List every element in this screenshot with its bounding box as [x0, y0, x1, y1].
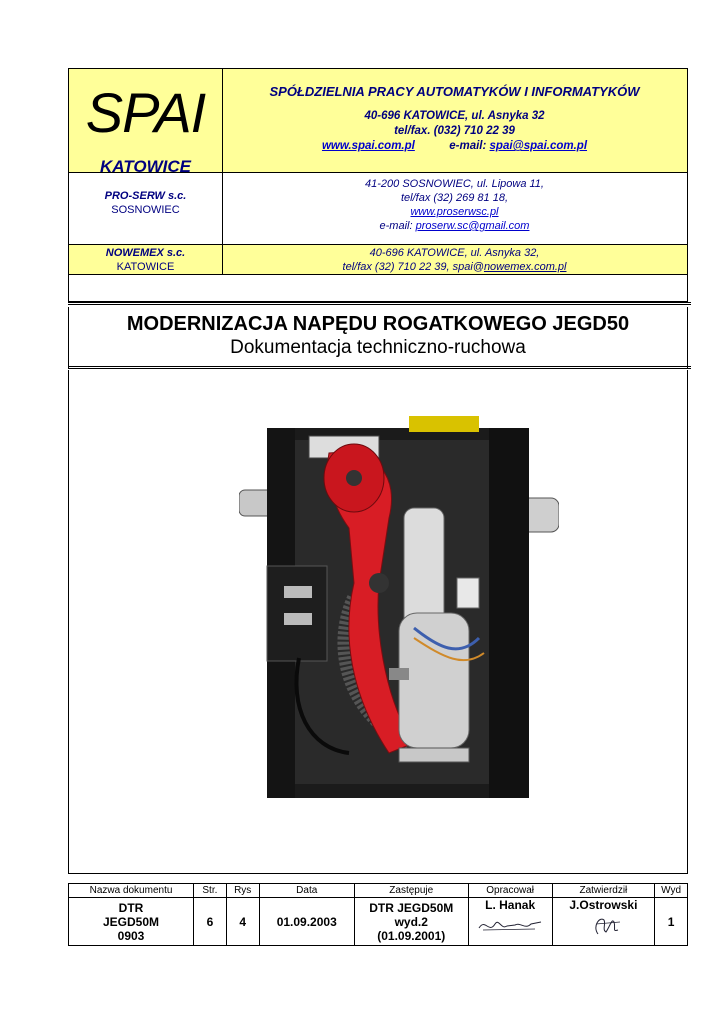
- nowemex-info-cell: [222, 245, 687, 274]
- nowemex-contact: [222, 260, 687, 274]
- replaces-cell: [354, 898, 468, 946]
- approved-cell: [552, 898, 654, 946]
- title-block: [68, 307, 688, 368]
- doc-name-line: DTR: [118, 900, 144, 915]
- replaces-line: wyd.2: [394, 914, 428, 929]
- header-edition: Wyd: [655, 884, 688, 898]
- replaces-line: (01.09.2001): [377, 928, 446, 943]
- page-value: 6: [194, 898, 227, 946]
- info-header-row: [69, 884, 688, 898]
- nowemex-city: KATOWICE: [116, 261, 175, 273]
- title-bottom-rule: [68, 366, 691, 369]
- edition-value: 1: [655, 898, 688, 946]
- proserw-name-cell: [69, 173, 223, 244]
- replaces-line: DTR JEGD50M: [369, 900, 454, 915]
- header-prepared: Opracował: [468, 884, 552, 898]
- spai-telfax: tel/fax. (032) 710 22 39: [394, 125, 515, 137]
- proserw-www-link[interactable]: www.proserwsc.pl: [410, 206, 499, 218]
- empty-row: [69, 275, 687, 303]
- nowemex-address: 40-696 KATOWICE, ul. Asnyka 32,: [369, 247, 540, 259]
- proserw-email-link[interactable]: proserw.sc@gmail.com: [415, 220, 530, 232]
- nowemex-row: [69, 245, 687, 275]
- nowemex-email-link[interactable]: nowemex.com.pl: [483, 261, 567, 273]
- prepared-name: L. Hanak: [485, 898, 536, 912]
- document-info-table: [68, 883, 688, 946]
- document-title: MODERNIZACJA NAPĘDU ROGATKOWEGO JEGD50: [126, 313, 630, 335]
- spai-contact-line: [222, 139, 687, 154]
- approved-name: J.Ostrowski: [569, 898, 638, 912]
- proserw-row: [69, 173, 687, 245]
- doc-name-line: JEGD50M: [102, 914, 160, 929]
- doc-name-line: 0903: [117, 928, 145, 943]
- proserw-email-label: e-mail:: [379, 220, 413, 232]
- proserw-city: SOSNOWIEC: [111, 204, 180, 216]
- nowemex-telfax: tel/fax (32) 710 22 39, spai@: [342, 261, 484, 273]
- header-figure: Rys: [226, 884, 259, 898]
- proserw-address: 41-200 SOSNOWIEC, ul. Lipowa 11,: [365, 178, 544, 190]
- nowemex-name-cell: [69, 245, 223, 274]
- nowemex-name: NOWEMEX s.c.: [105, 247, 186, 259]
- info-value-row: [69, 898, 688, 946]
- company-header: [68, 68, 688, 302]
- spai-logo: SPAI: [85, 81, 206, 144]
- title-top-rule: [68, 302, 691, 305]
- proserw-info-cell: [222, 173, 687, 244]
- hanak-signature: [475, 912, 545, 936]
- image-frame: [68, 370, 688, 874]
- prepared-cell: [468, 898, 552, 946]
- date-value: 01.09.2003: [259, 898, 354, 946]
- coop-name: SPÓŁDZIELNIA PRACY AUTOMATYKÓW I INFORMATYKÓW: [269, 84, 640, 99]
- spai-info-cell: [222, 69, 687, 172]
- barrier-drive-photo: [239, 408, 559, 813]
- doc-name-cell: [69, 898, 194, 946]
- spai-row: [69, 69, 687, 176]
- header-replaces: Zastępuje: [354, 884, 468, 898]
- header-page: Str.: [194, 884, 227, 898]
- spai-logo-city: KATOWICE: [100, 157, 191, 176]
- document-subtitle: Dokumentacja techniczno-ruchowa: [230, 337, 526, 358]
- proserw-telfax: tel/fax (32) 269 81 18,: [400, 192, 508, 204]
- spai-logo-cell: [69, 69, 223, 176]
- header-doc-name: Nazwa dokumentu: [69, 884, 194, 898]
- spai-email-label: e-mail:: [449, 140, 487, 152]
- ostrowski-signature: [578, 912, 628, 938]
- proserw-name: PRO-SERW s.c.: [104, 190, 187, 202]
- header-approved: Zatwierdził: [552, 884, 654, 898]
- proserw-email-line: [222, 219, 687, 233]
- figure-value: 4: [226, 898, 259, 946]
- spai-email-link[interactable]: spai@spai.com.pl: [489, 140, 588, 152]
- spai-www-link[interactable]: www.spai.com.pl: [321, 140, 415, 152]
- spai-address: 40-696 KATOWICE, ul. Asnyka 32: [364, 110, 545, 122]
- header-date: Data: [259, 884, 354, 898]
